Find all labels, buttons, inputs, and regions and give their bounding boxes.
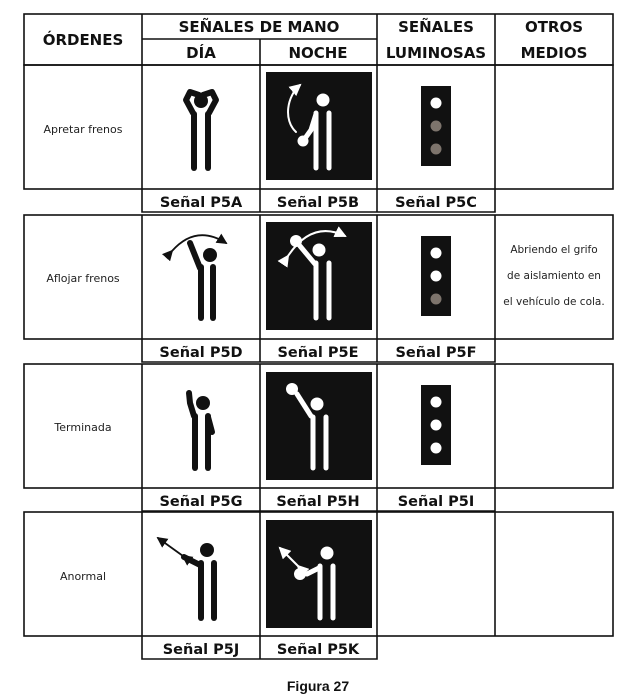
row-terminada <box>24 364 613 511</box>
header-senales-luminosas-1: SEÑALES <box>398 18 474 36</box>
signal-label: Señal P5D <box>159 345 243 361</box>
signal-label: Señal P5F <box>395 345 477 361</box>
lamp-light <box>431 248 442 259</box>
header-otros-medios-1: OTROS <box>524 18 584 36</box>
lamp-light <box>431 397 442 408</box>
lamp-light <box>431 294 442 305</box>
other-means-line: de aislamiento en <box>507 270 601 282</box>
night-panel <box>266 372 372 480</box>
lamp-light <box>431 98 442 109</box>
figure-caption: Figura 27 <box>286 678 350 694</box>
row-apretar-frenos <box>24 65 613 212</box>
signal-label: Señal P5H <box>276 494 360 510</box>
order-label: Terminada <box>54 421 112 434</box>
night-panel <box>266 72 372 180</box>
order-label: Anormal <box>59 570 107 583</box>
row-anormal <box>24 512 613 659</box>
signal-label: Señal P5C <box>395 195 477 211</box>
header-ordenes: ÓRDENES <box>42 31 124 49</box>
order-label: Apretar frenos <box>43 123 123 136</box>
row-aflojar-frenos <box>24 215 613 362</box>
order-label: Aflojar frenos <box>46 272 120 285</box>
lamp-light <box>431 144 442 155</box>
signal-label: Señal P5I <box>397 494 475 510</box>
header-otros-medios-2: MEDIOS <box>520 44 588 62</box>
header-senales-mano: SEÑALES DE MANO <box>178 18 340 36</box>
signal-label: Señal P5E <box>277 345 359 361</box>
header-dia: DÍA <box>186 44 216 62</box>
signal-label: Señal P5J <box>162 642 240 658</box>
other-means-line: Abriendo el grifo <box>510 244 598 256</box>
day-signal-figure <box>186 92 216 168</box>
signal-label: Señal P5G <box>159 494 243 510</box>
signal-label: Señal P5B <box>276 195 360 211</box>
night-panel <box>266 222 372 330</box>
lamp-light <box>431 121 442 132</box>
lamp-light <box>431 443 442 454</box>
lamp-light <box>431 420 442 431</box>
day-signal-figure <box>172 235 226 318</box>
other-means-line: el vehículo de cola. <box>503 296 605 308</box>
day-signal-figure <box>158 538 214 618</box>
lamp-light <box>431 271 442 282</box>
signal-label: Señal P5K <box>276 642 360 658</box>
day-signal-figure <box>189 393 212 468</box>
header-senales-luminosas-2: LUMINOSAS <box>385 44 487 62</box>
signal-label: Señal P5A <box>159 195 243 211</box>
header-noche: NOCHE <box>288 44 348 62</box>
